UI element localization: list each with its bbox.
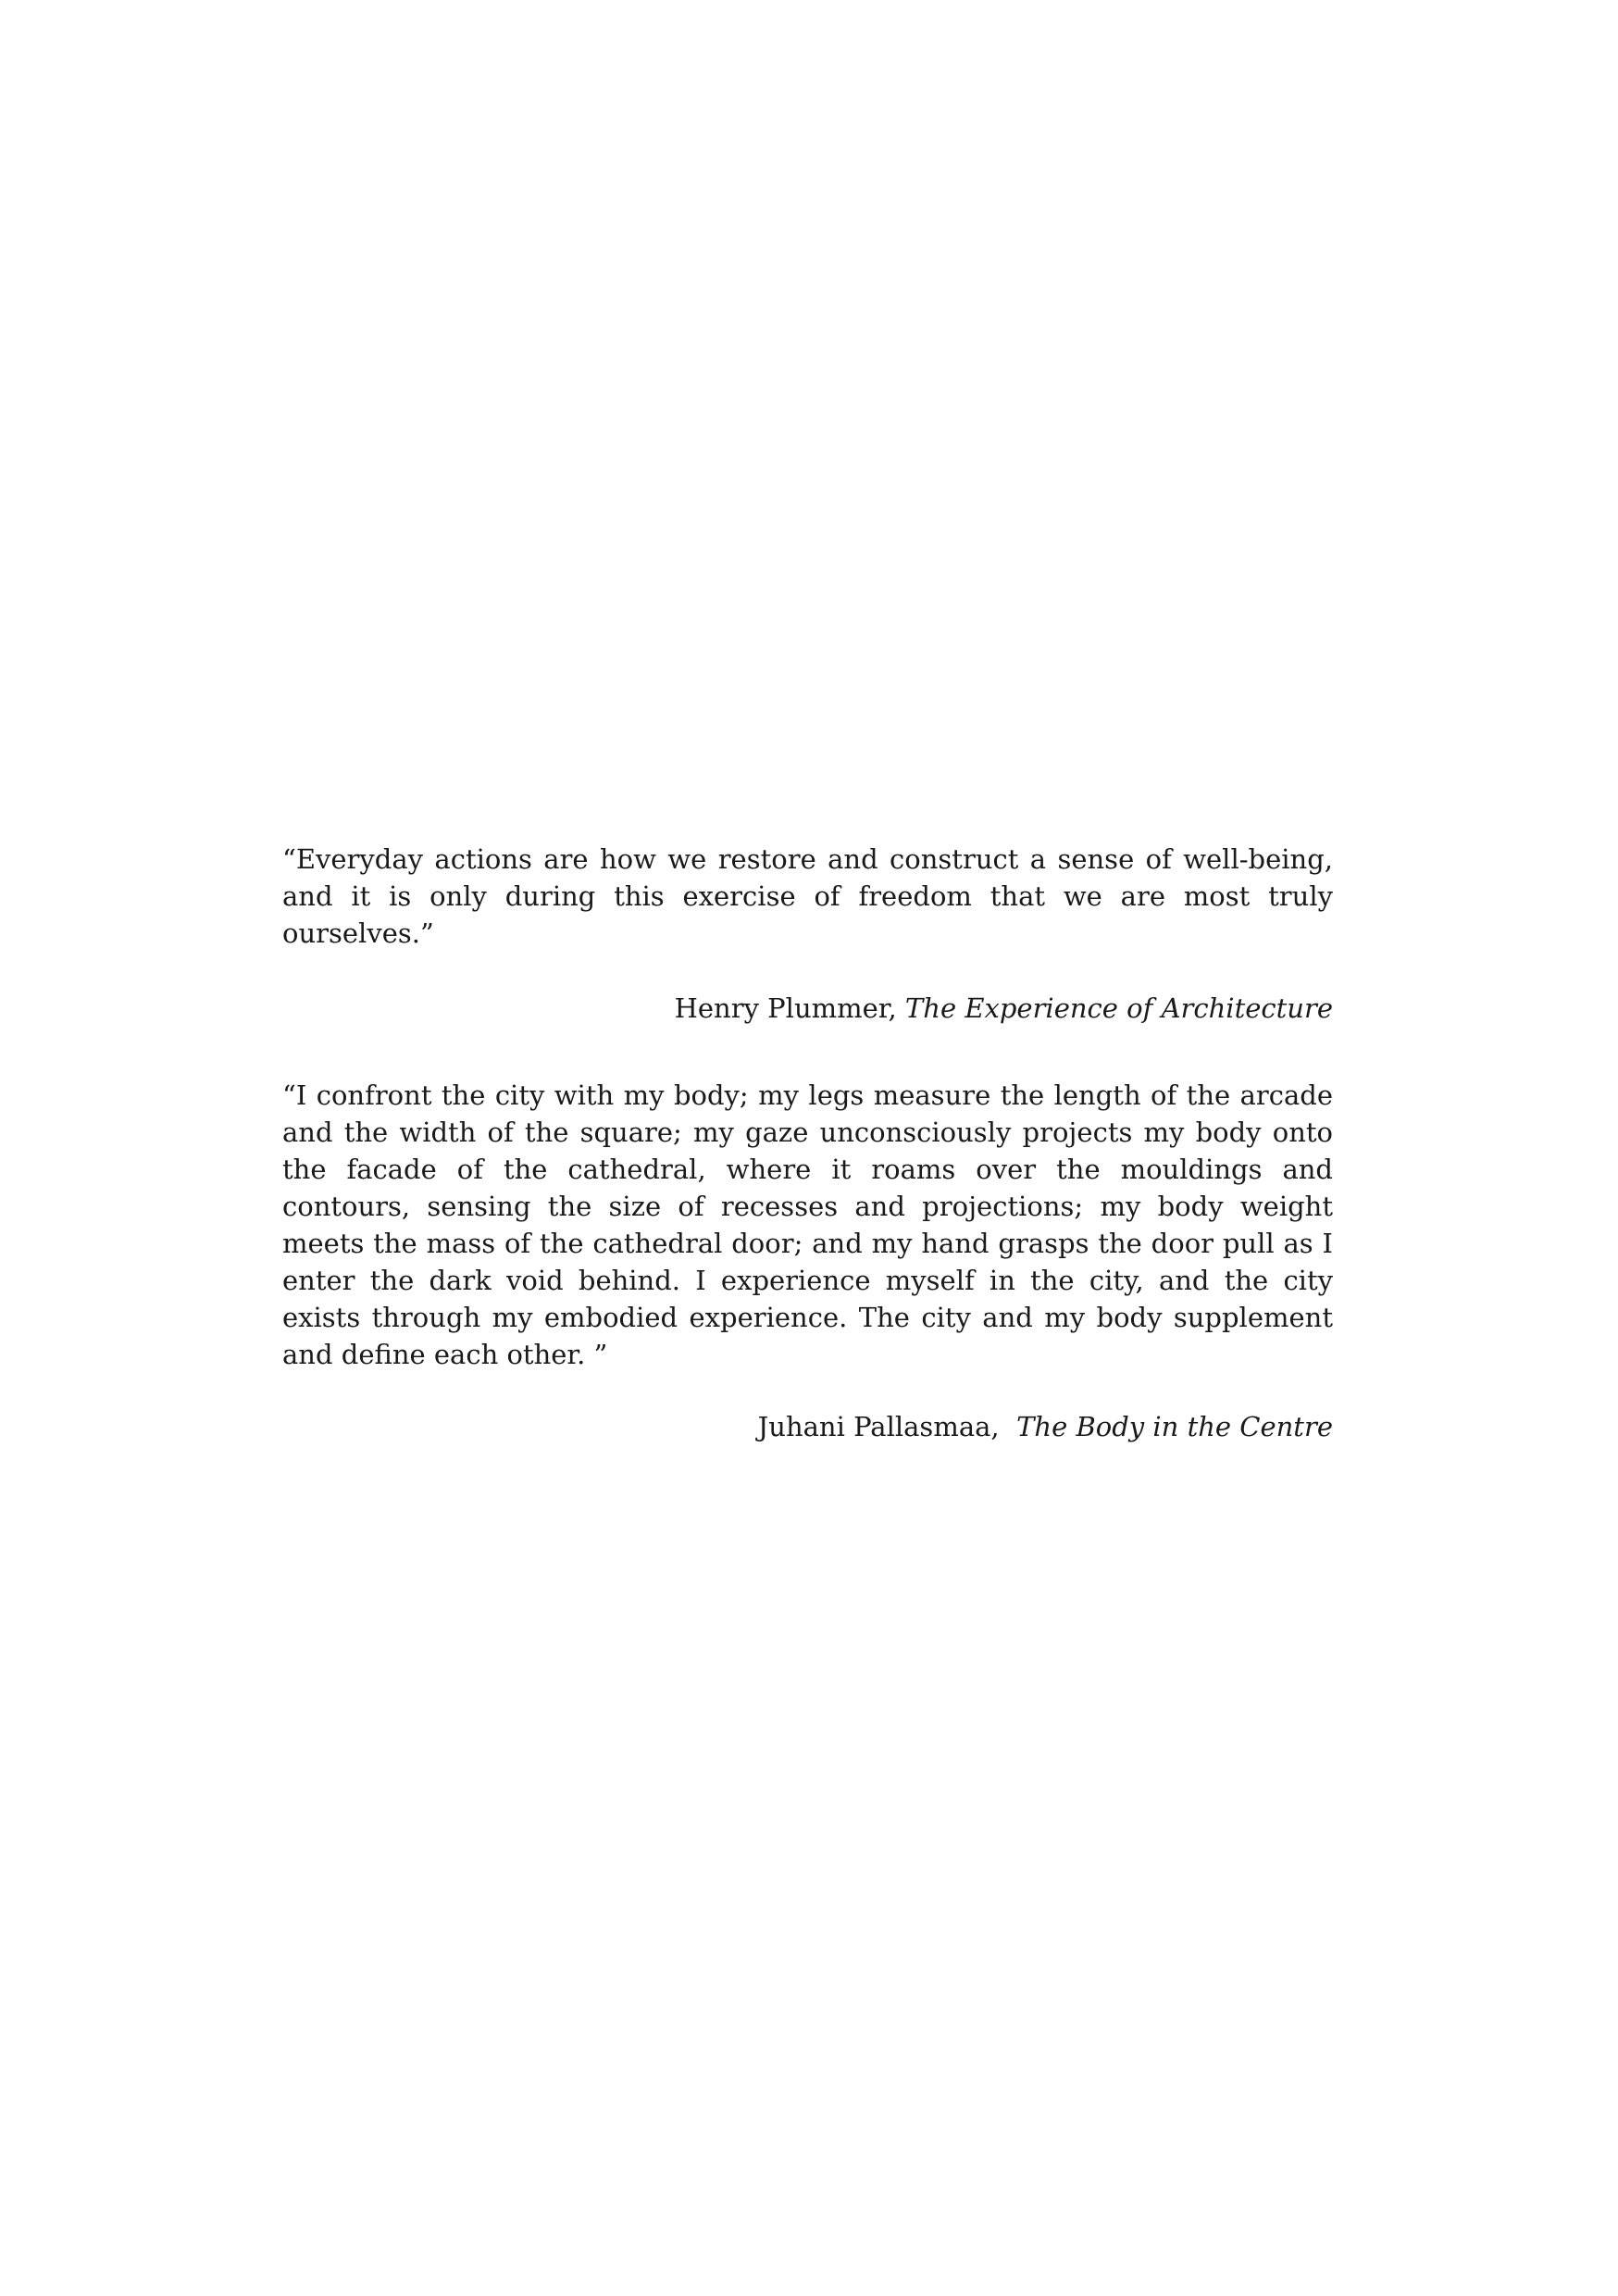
quote-plummer <box>282 841 1333 952</box>
attribution-author: Henry Plummer, <box>674 992 897 1024</box>
attribution-author: Juhani Pallasmaa, <box>757 1411 1000 1442</box>
attribution-work-title: The Experience of Architecture <box>904 992 1333 1024</box>
attribution-plummer <box>675 990 1333 1027</box>
quote-pallasmaa <box>282 1077 1333 1373</box>
quote-text: “I confront the city with my body; my legs measure the length of the arcade and the width of the square; my gaze unconsciously projects my body onto the facade of the cathedral, where it roams over the mouldings and contours, sensing the size of recesses and projections; my body weight meets the mass of the cathedral door; and my hand grasps the door pull as I enter the dark void behind. I experience myself in the city, and the city exists through my embodied experience. The city and my body supplement and define each other. ” <box>282 1079 1333 1370</box>
attribution-pallasmaa <box>758 1408 1333 1445</box>
quote-text: “Everyday actions are how we restore and construct a sense of well-being, and it is only during this exercise of freedom that we are most truly ourselves.” <box>282 843 1333 949</box>
attribution-work-title: The Body in the Centre <box>1016 1411 1333 1442</box>
